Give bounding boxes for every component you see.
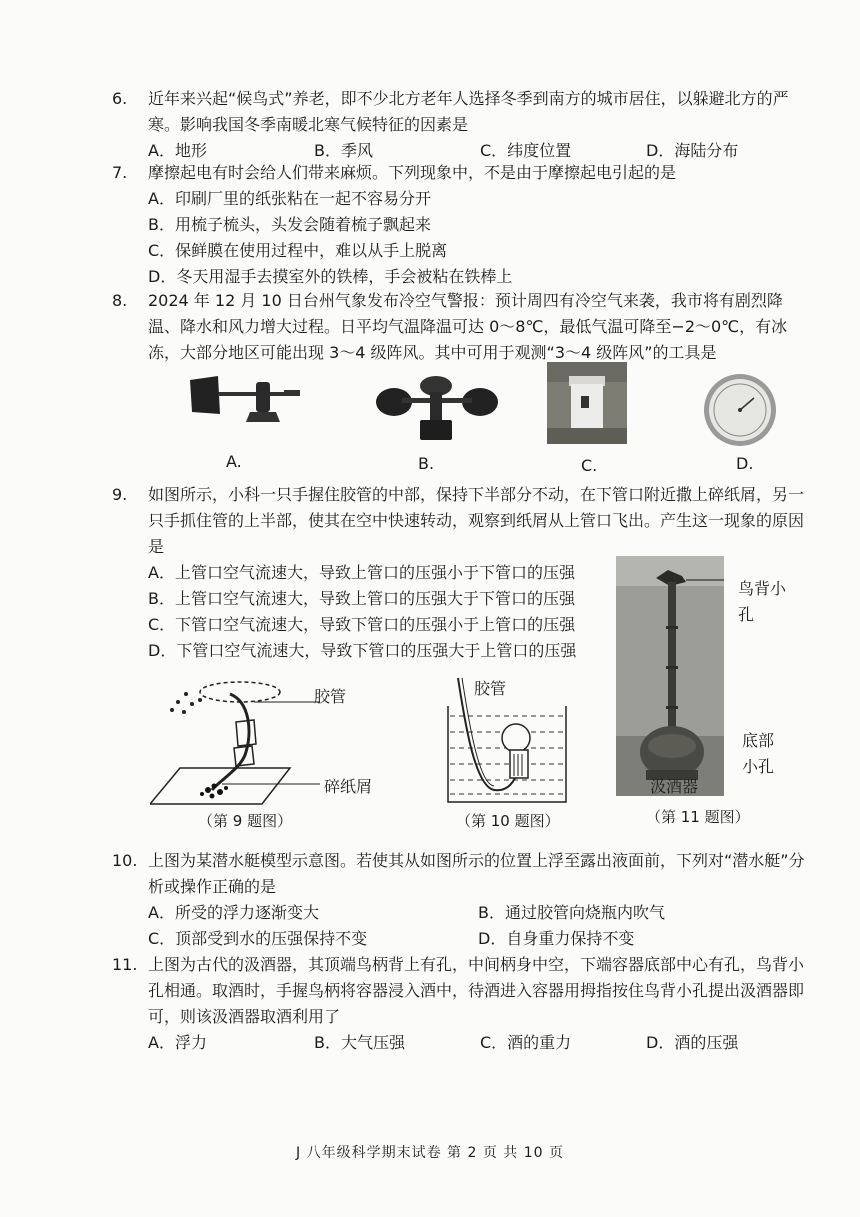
fig10-label-tube: 胶管: [474, 679, 507, 698]
question-6: [112, 86, 812, 164]
question-stem: 上图为古代的汲酒器，其顶端鸟柄背上有孔，中间柄身中空，下端容器底部中心有孔，鸟背小孔相通。取酒时，手握鸟柄将容器浸入酒中，待酒进入容器用拇指按住鸟背小孔提出汲酒器即可，则该汲酒器取酒利用了: [148, 955, 805, 1026]
option-a: A．浮力: [148, 1033, 207, 1052]
question-number: 10.: [112, 851, 138, 870]
fig11-caption: （第 11 题图）: [646, 808, 750, 826]
question-7: [112, 160, 812, 290]
option-a: A．所受的浮力逐渐变大: [148, 903, 319, 922]
fig9-label-paper: 碎纸屑: [324, 777, 373, 796]
option-c: C．顶部受到水的压强保持不变: [148, 929, 368, 948]
fig9-caption: （第 9 题图）: [198, 812, 293, 830]
page-footer: J 八年级科学期末试卷 第 2 页 共 10 页: [295, 1145, 564, 1161]
fig11-label-bottom: 底部小孔: [742, 731, 775, 776]
question-stem: 上图为某潜水艇模型示意图。若使其从如图所示的位置上浮至露出液面前，下列对“潜水艇”分析或操作正确的是: [148, 851, 805, 896]
anemometer-image: [372, 372, 502, 444]
option-a: A．地形: [148, 141, 207, 160]
instrument-shelter-image: [547, 362, 627, 444]
option-c: C．酒的重力: [480, 1033, 572, 1052]
option-b: B．季风: [314, 141, 373, 160]
question-number: 6.: [112, 89, 128, 108]
q8-option-d-label: D.: [736, 454, 754, 473]
option-c: C．下管口空气流速大，导致下管口的压强小于上管口的压强: [148, 615, 576, 634]
fig11-name: 汲酒器: [650, 777, 699, 796]
fig11-label-top: 鸟背小孔: [738, 579, 787, 624]
question-stem: 近年来兴起“候鸟式”养老，即不少北方老年人选择冬季到南方的城市居住，以躲避北方的严寒。影响我国冬季南暖北寒气候特征的因素是: [148, 89, 789, 134]
option-b: B．上管口空气流速大，导致上管口的压强大于下管口的压强: [148, 589, 575, 608]
question-8: [112, 288, 812, 366]
fig10-caption: （第 10 题图）: [456, 812, 560, 830]
question-number: 9.: [112, 485, 128, 504]
question-10: [112, 848, 812, 952]
option-d: D．海陆分布: [646, 141, 739, 160]
q8-option-c-label: C.: [581, 456, 598, 475]
option-b: B．用梳子梳头，头发会随着梳子飘起来: [148, 215, 431, 234]
question-stem: 如图所示，小科一只手握住胶管的中部，保持下半部分不动，在下管口附近撒上碎纸屑，另一只手抓住管的上半部，使其在空中快速转动，观察到纸屑从上管口飞出。产生这一现象的原因是: [148, 485, 805, 556]
option-d: D．酒的压强: [646, 1033, 739, 1052]
barometer-image: [702, 372, 778, 448]
option-d: D．下管口空气流速大，导致下管口的压强大于上管口的压强: [148, 641, 577, 660]
wind-vane-image: [180, 372, 310, 432]
figure-10-submarine-model: [444, 676, 570, 806]
option-d: D．冬天用湿手去摸室外的铁棒，手会被粘在铁棒上: [148, 267, 513, 286]
options: [148, 900, 812, 952]
option-a: A．印刷厂里的纸张粘在一起不容易分开: [148, 189, 431, 208]
options: [148, 1030, 812, 1056]
q8-option-a-label: A.: [226, 452, 242, 471]
question-stem: 2024 年 12 月 10 日台州气象发布冷空气警报：预计周四有冷空气来袭，我市将有剧烈降温、降水和风力增大过程。日平均气温降温可达 0～8℃，最低气温可降至−2～0℃，有冰冻，大部分地区可能出现 3～4 级阵风。其中可用于观测“3～4 级阵风”的工具是: [148, 291, 788, 362]
question-number: 11.: [112, 955, 138, 974]
q8-option-b-label: B.: [418, 454, 435, 473]
option-b: B．大气压强: [314, 1033, 405, 1052]
figure-9-rotating-tube: [150, 672, 340, 806]
option-b: B．通过胶管向烧瓶内吹气: [478, 903, 665, 922]
question-number: 7.: [112, 163, 128, 182]
option-c: C．纬度位置: [480, 141, 572, 160]
option-c: C．保鲜膜在使用过程中，难以从手上脱离: [148, 241, 448, 260]
question-number: 8.: [112, 291, 128, 310]
option-d: D．自身重力保持不变: [478, 929, 635, 948]
question-stem: 摩擦起电有时会给人们带来麻烦。下列现象中，不是由于摩擦起电引起的是: [148, 163, 677, 182]
fig9-label-tube: 胶管: [314, 687, 347, 706]
question-11: [112, 952, 812, 1056]
option-a: A．上管口空气流速大，导致上管口的压强小于下管口的压强: [148, 563, 575, 582]
